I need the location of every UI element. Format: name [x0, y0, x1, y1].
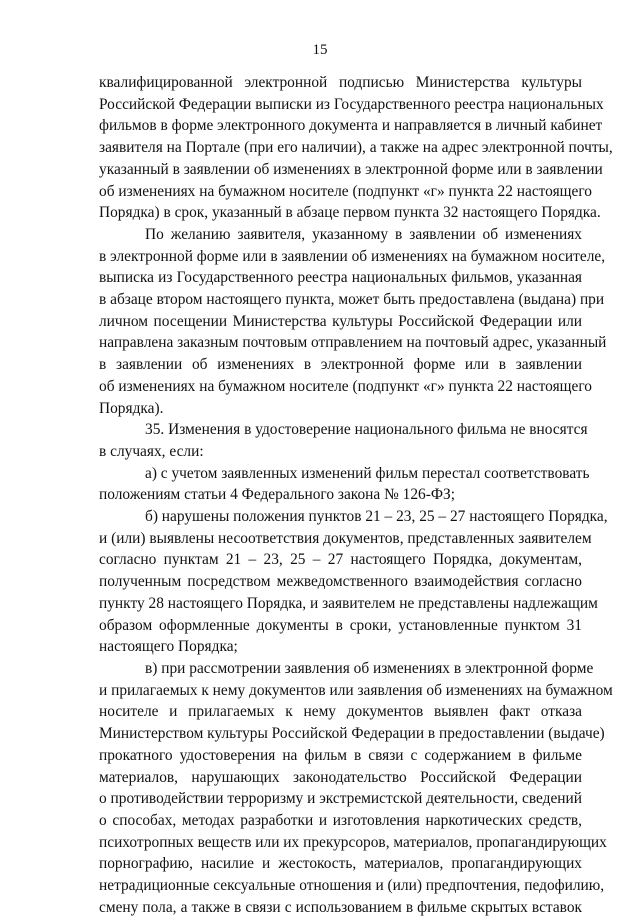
text-line: смену пола, а также в связи с использованием в фильме скрытых вставок — [99, 898, 582, 916]
text-line: в электронной форме или в заявлении об изменениях на бумажном носителе, — [99, 247, 606, 265]
paragraph — [99, 224, 607, 419]
text-line: нетрадиционные сексуальные отношения и (или) предпочтения, педофилию, — [99, 877, 605, 895]
text-line: в абзаце втором настоящего пункта, может быть предоставлена (выдана) при — [99, 291, 605, 309]
text-line: Порядка). — [99, 399, 164, 417]
text-line: фильмов в форме электронного документа и направляется в личный кабинет — [99, 117, 603, 135]
page-number: 15 — [312, 42, 328, 58]
paragraph — [99, 658, 613, 918]
text-line: об изменениях на бумажном носителе (подпункт «г» пункта 22 настоящего — [99, 377, 592, 395]
text-line: б) нарушены положения пунктов 21 – 23, 25 – 27 настоящего Порядка, — [145, 508, 608, 526]
text-line: настоящего Порядка; — [99, 638, 238, 656]
text-line: об изменениях на бумажном носителе (подпункт «г» пункта 22 настоящего — [99, 182, 592, 200]
paragraph — [99, 72, 613, 224]
text-line: и (или) выявлены несоответствия документов, представленных заявителем — [99, 529, 592, 547]
text-line: личном посещении Министерства культуры Российской Федерации или — [99, 312, 582, 330]
text-line: Министерством культуры Российской Федерации в предоставлении (выдаче) — [99, 725, 605, 743]
text-line: Порядка) в срок, указанный в абзаце первом пункта 32 настоящего Порядка. — [99, 204, 601, 222]
text-line: указанный в заявлении об изменениях в электронной форме или в заявлении — [99, 160, 603, 178]
text-line: квалифицированной электронной подписью Министерства культуры — [99, 74, 582, 91]
text-line: в заявлении об изменениях в электронной форме или в заявлении — [99, 356, 582, 374]
text-line: выписка из Государственного реестра национальных фильмов, указанная — [99, 269, 582, 287]
document-body — [99, 72, 613, 918]
text-line: направлена заказным почтовым отправлением на почтовый адрес, указанный — [99, 334, 607, 352]
text-line: материалов, нарушающих законодательство Российской Федерации — [99, 768, 582, 786]
paragraph — [99, 419, 588, 462]
text-line: порнографию, насилие и жестокость, материалов, пропагандирующих — [99, 855, 582, 873]
text-line: о способах, методах разработки и изготовления наркотических средств, — [99, 811, 582, 829]
text-line: психотропных веществ или их прекурсоров, материалов, пропагандирующих — [99, 833, 607, 851]
text-line: о противодействии терроризму и экстремистской деятельности, сведений — [99, 790, 582, 808]
text-line: и прилагаемых к нему документов или заявления об изменениях на бумажном — [99, 681, 613, 699]
text-line: полученным посредством межведомственного взаимодействия согласно — [99, 573, 582, 591]
text-line: а) с учетом заявленных изменений фильм перестал соответствовать — [145, 464, 590, 482]
text-line: положениям статьи 4 Федерального закона № 126-ФЗ; — [99, 486, 455, 504]
paragraph — [99, 463, 590, 506]
text-line: прокатного удостоверения на фильм в связи с содержанием в фильме — [99, 746, 582, 764]
text-line: в) при рассмотрении заявления об изменениях в электронной форме — [145, 659, 594, 677]
text-line: По желанию заявителя, указанному в заявлении об изменениях — [145, 225, 582, 243]
text-line: заявителя на Портале (при его наличии), а также на адрес электронной почты, — [99, 139, 613, 157]
text-line: носителе и прилагаемых к нему документов выявлен факт отказа — [99, 703, 582, 721]
text-line: пункту 28 настоящего Порядка, и заявителем не представлены надлежащим — [99, 594, 598, 612]
text-line: 35. Изменения в удостоверение национального фильма не вносятся — [145, 421, 588, 439]
text-line: образом оформленные документы в сроки, установленные пунктом 31 — [99, 616, 582, 634]
text-line: Российской Федерации выписки из Государственного реестра национальных — [99, 95, 604, 113]
paragraph — [99, 506, 608, 658]
text-line: в случаях, если: — [99, 442, 204, 460]
text-line: согласно пунктам 21 – 23, 25 – 27 настоящего Порядка, документам, — [99, 551, 582, 569]
